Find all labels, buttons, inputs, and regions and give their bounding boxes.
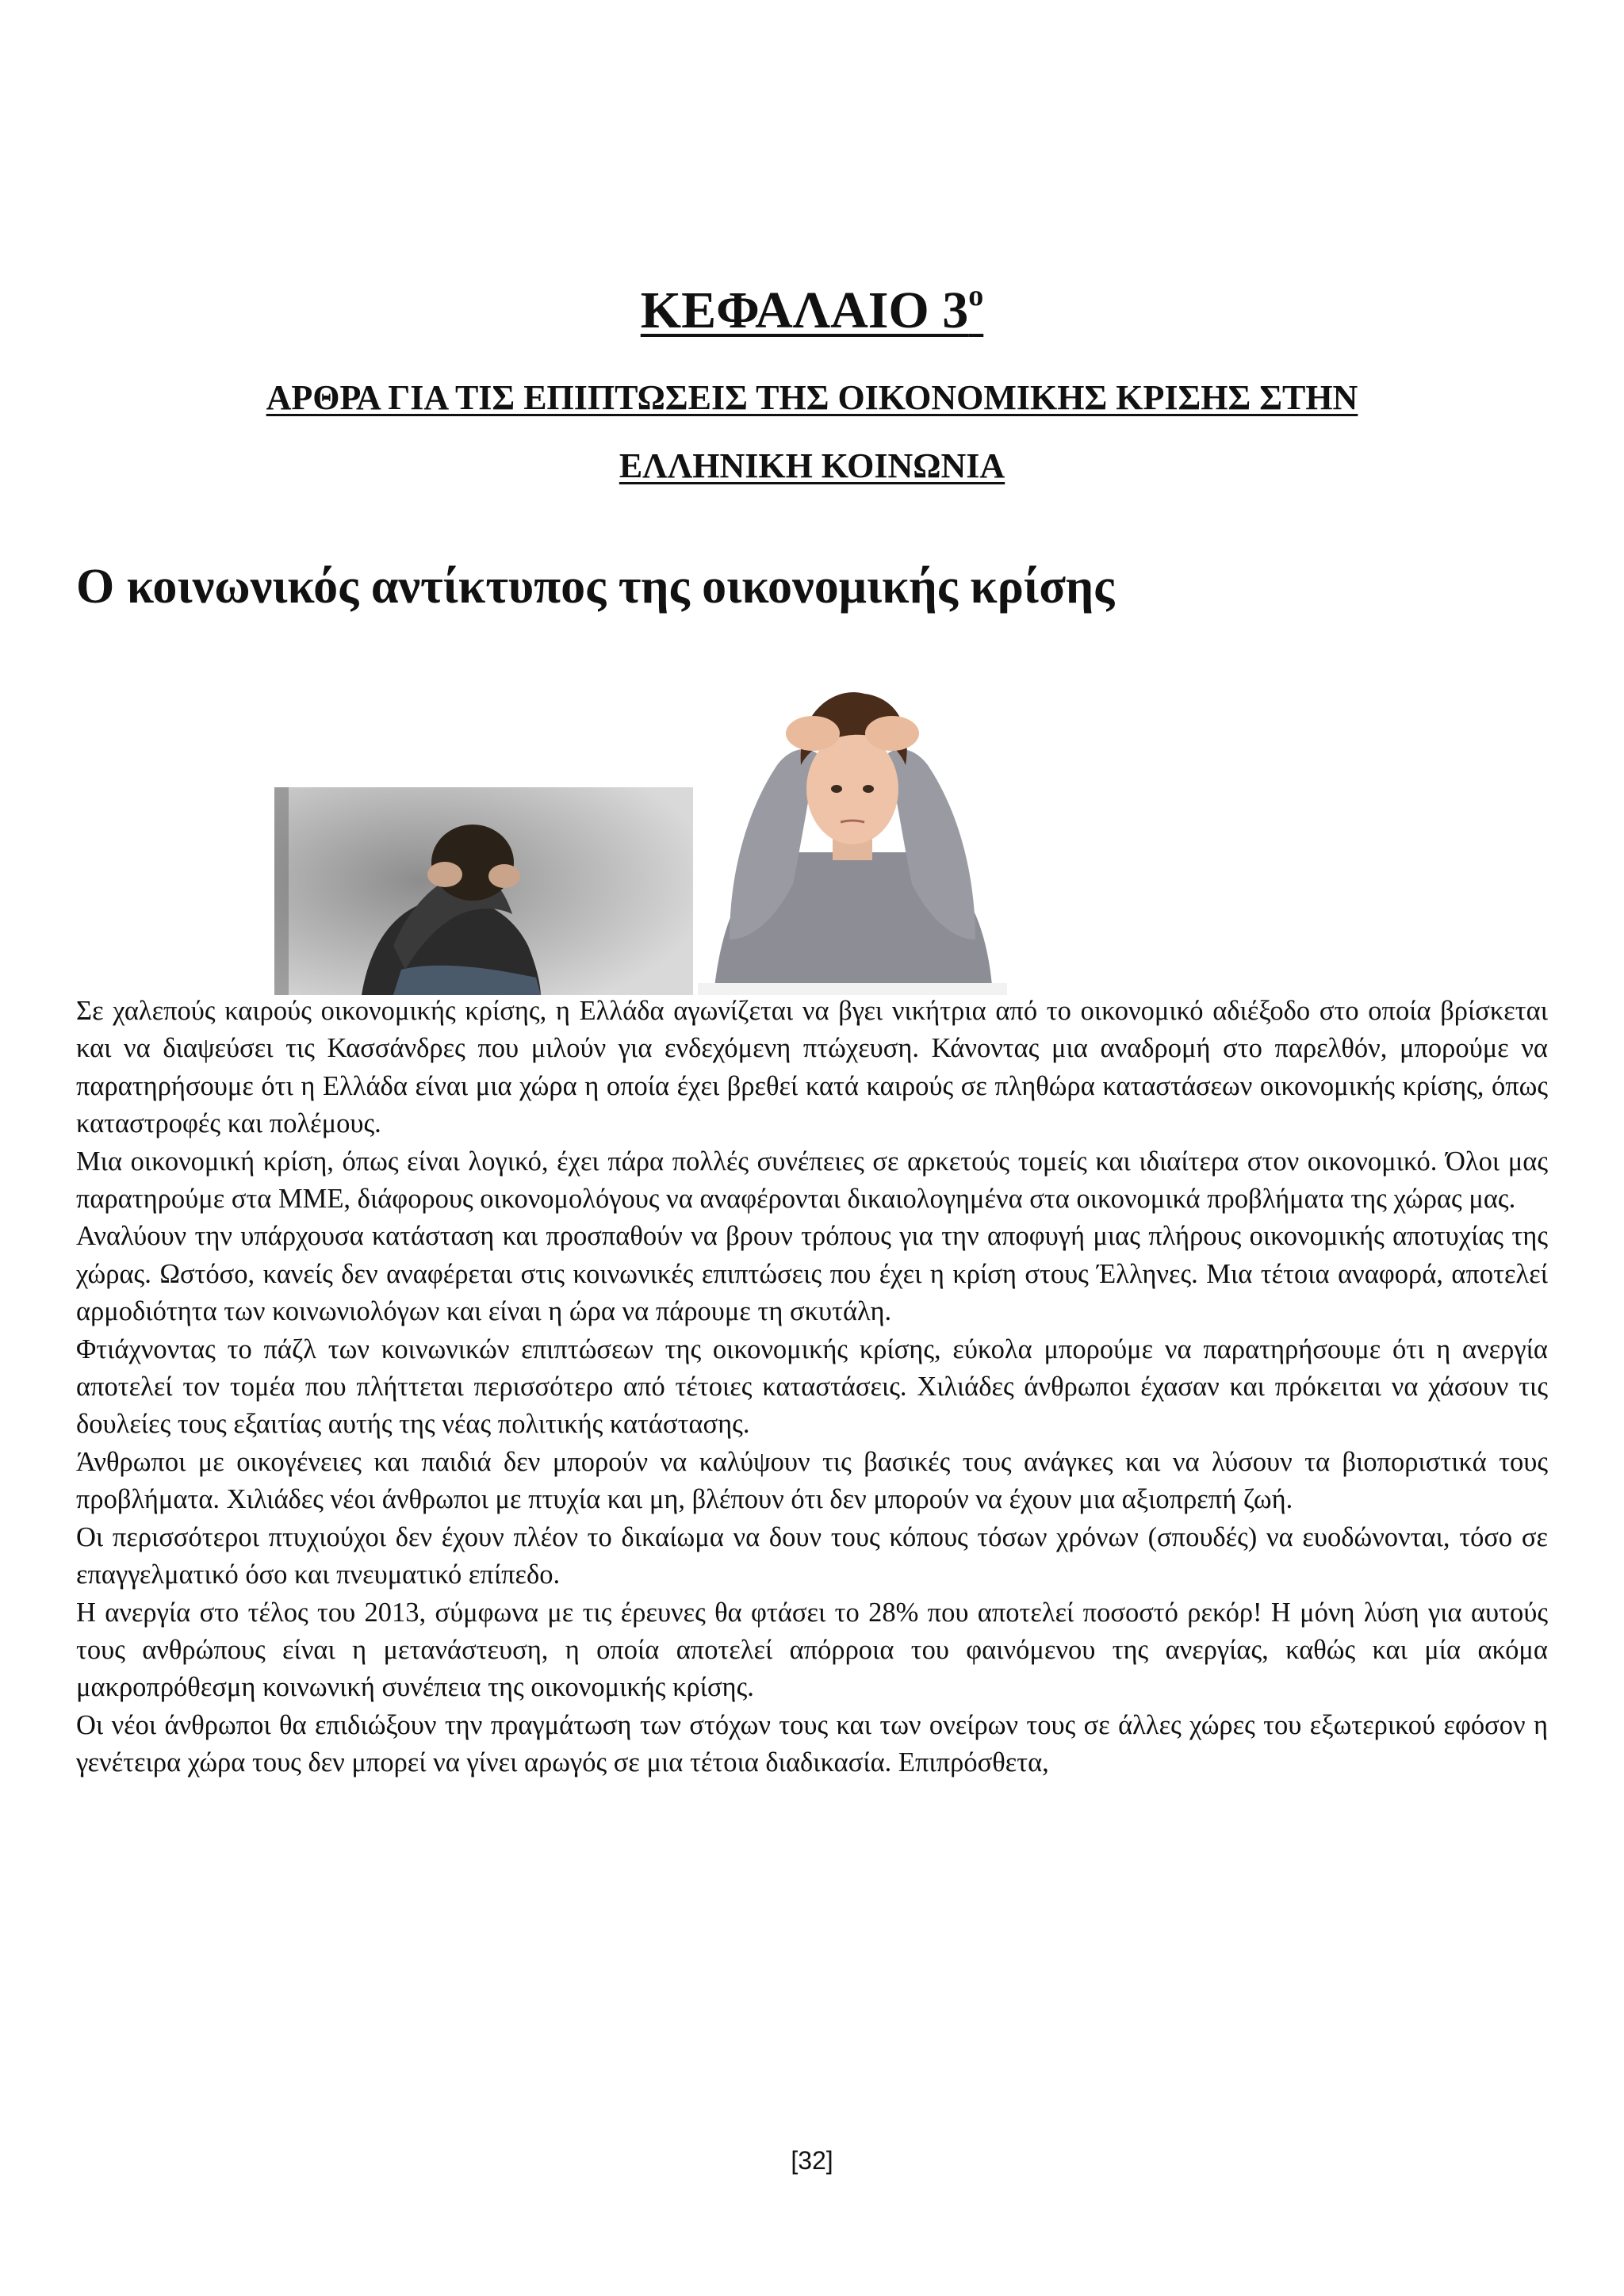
distressed-person-head-down-photo: [274, 787, 693, 995]
paragraph: Μια οικονομική κρίση, όπως είναι λογικό, έχει πάρα πολλές συνέπειες σε αρκετούς τομείς και ιδιαίτερα στον οικονομικό. Όλοι μας παρατηρούμε στα ΜΜΕ, διάφορους οικονομολόγους να αναφέρονται δικαιολογημένα στα οικονομικά προβλήματα της χώρας μας.: [76, 1146, 1548, 1215]
chapter-label-text: ΚΕΦΑΛΑΙΟ 3: [640, 281, 969, 339]
stressed-man-illustration: [698, 678, 1007, 995]
chapter-subtitle-line-1: ΑΡΘΡΑ ΓΙΑ ΤΙΣ ΕΠΙΠΤΩΣΕΙΣ ΤΗΣ ΟΙΚΟΝΟΜΙΚΗΣ ΚΡΙΣΗΣ ΣΤΗΝ: [266, 378, 1358, 417]
chapter-heading: [0, 279, 1624, 342]
distressed-person-illustration: [274, 787, 693, 995]
article-body: [76, 993, 1548, 1782]
paragraph: Οι περισσότεροι πτυχιούχοι δεν έχουν πλέον το δικαίωμα να δουν τους κόπους τόσων χρόνων (σπουδές) να ευοδώνονται, τόσο σε επαγγελματικό όσο και πνευματικό επίπεδο.: [76, 1521, 1548, 1590]
section-title: Ο κοινωνικός αντίκτυπος της οικονομικής κρίσης: [76, 560, 1115, 614]
paragraph: Οι νέοι άνθρωποι θα επιδιώξουν την πραγμάτωση των στόχων τους και των ονείρων τους σε άλλες χώρες του εξωτερικού εφόσον η γενέτειρα χώρα τους δεν μπορεί να γίνει αρωγός σε μια τέτοια διαδικασία. Επιπρόσθετα,: [76, 1709, 1548, 1778]
chapter-label: [641, 281, 984, 339]
stressed-man-hands-on-head-photo: [698, 678, 1007, 995]
page-number: [32]: [791, 2146, 833, 2175]
chapter-subtitle-line-2: ΕΛΛΗΝΙΚΗ ΚΟΙΝΩΝΙΑ: [619, 446, 1005, 485]
paragraph: Άνθρωποι με οικογένειες και παιδιά δεν μπορούν να καλύψουν τις βασικές τους ανάγκες και να λύσουν τα βιοποριστικά τους προβλήματα. Χιλιάδες νέοι άνθρωποι με πτυχία και μη, βλέπουν ότι δεν μπορούν να έχουν μια αξιοπρεπή ζωή.: [76, 1446, 1548, 1515]
paragraph: Η ανεργία στο τέλος του 2013, σύμφωνα με τις έρευνες θα φτάσει το 28% που αποτελεί ποσοστό ρεκόρ! Η μόνη λύση για αυτούς τους ανθρώπους είναι η μετανάστευση, η οποία αποτελεί απόρροια του φαινόμενου της ανεργίας, καθώς και μία ακόμα μακροπρόθεσμη κοινωνική συνέπεια της οικονομικής κρίσης.: [76, 1597, 1548, 1703]
chapter-superscript: ο: [968, 279, 984, 312]
paragraph: Αναλύουν την υπάρχουσα κατάσταση και προσπαθούν να βρουν τρόπους για την αποφυγή μιας πλήρους οικονομικής αποτυχίας της χώρας. Ωστόσο, κανείς δεν αναφέρεται στις κοινωνικές επιπτώσεις που έχει η κρίση στους Έλληνες. Μια τέτοια αναφορά, αποτελεί αρμοδιότητα των κοινωνιολόγων και είναι η ώρα να πάρουμε τη σκυτάλη.: [76, 1221, 1548, 1327]
paragraph: Φτιάχνοντας το πάζλ των κοινωνικών επιπτώσεων της οικονομικής κρίσης, εύκολα μπορούμε να παρατηρήσουμε ότι η ανεργία αποτελεί τον τομέα που πλήττεται περισσότερο από τέτοιες καταστάσεις. Χιλιάδες άνθρωποι έχασαν και πρόκειται να χάσουν τις δουλείες τους εξαιτίας αυτής της νέας πολιτικής κατάστασης.: [76, 1334, 1548, 1440]
paragraph: Σε χαλεπούς καιρούς οικονομικής κρίσης, η Ελλάδα αγωνίζεται να βγει νικήτρια από το οικονομικό αδιέξοδο στο οποία βρίσκεται και να διαψεύσει τις Κασσάνδρες που μιλούν για ενδεχόμενη πτώχευση. Κάνοντας μια αναδρομή στο παρελθόν, μπορούμε να παρατηρήσουμε ότι η Ελλάδα είναι μια χώρα η οποία έχει βρεθεί κατά καιρούς σε πληθώρα καταστάσεων οικονομικής κρίσης, όπως καταστροφές και πολέμους.: [76, 996, 1548, 1139]
